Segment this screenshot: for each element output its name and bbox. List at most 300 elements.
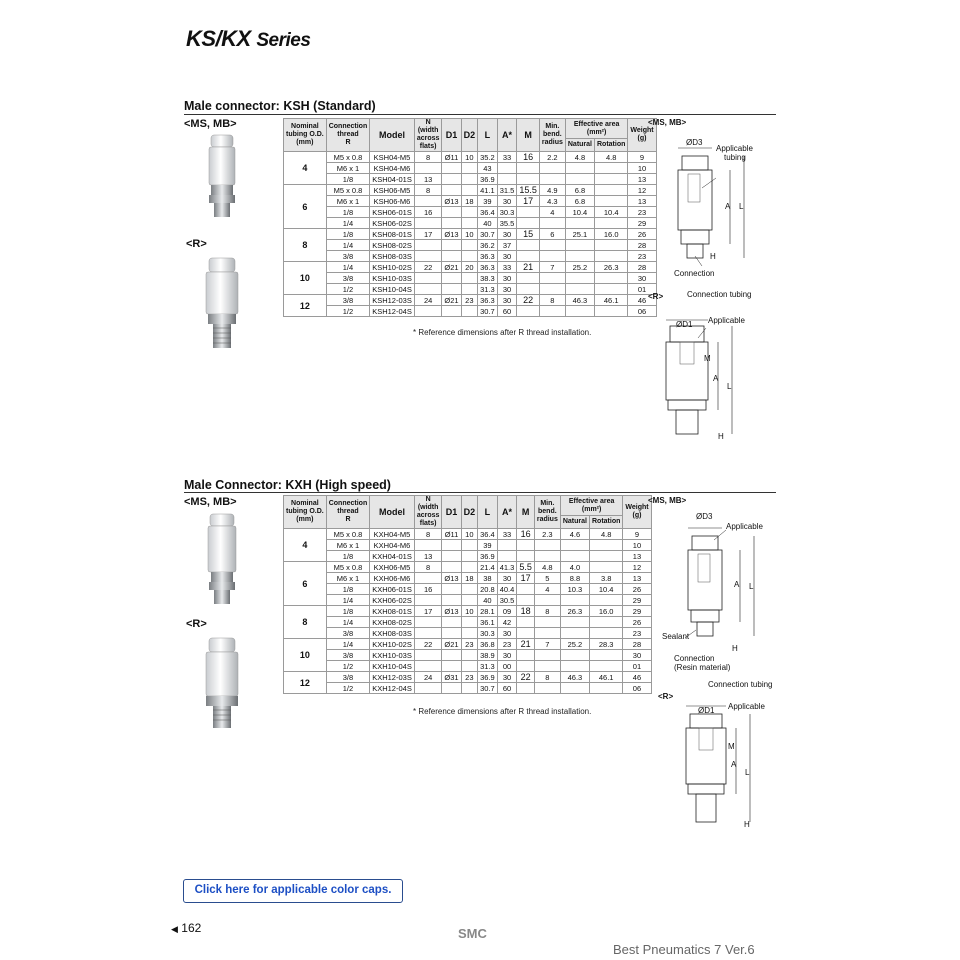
dim-a: A — [725, 202, 731, 211]
cell-radius — [534, 595, 560, 606]
cell-n — [414, 284, 442, 295]
table-row — [284, 306, 657, 317]
cell-eff-rotation — [589, 683, 622, 694]
cell-model: KSH06-02S — [370, 218, 415, 229]
cell-weight: 01 — [623, 661, 651, 672]
cell-size: 8 — [284, 606, 327, 639]
section-rule — [184, 492, 776, 493]
table-header-row — [284, 119, 657, 139]
cell-d1 — [442, 185, 461, 196]
col-header: N (width across flats) — [414, 496, 442, 529]
cell-l: 43 — [478, 163, 498, 174]
cell-thread: 3/8 — [326, 273, 370, 284]
cell-eff-natural: 8.8 — [560, 573, 589, 584]
dim-h: H — [718, 432, 724, 441]
cell-l: 41.1 — [478, 185, 498, 196]
dim-phi: ØD1 — [698, 706, 715, 715]
cell-a: 30.3 — [497, 207, 517, 218]
table-row — [284, 251, 657, 262]
cell-m: 22 — [517, 672, 535, 683]
cell-n: 16 — [414, 584, 442, 595]
cell-weight: 23 — [623, 628, 651, 639]
cell-d1: Ø13 — [442, 196, 461, 207]
cell-a: 30 — [497, 628, 517, 639]
cell-eff-rotation: 28.3 — [589, 639, 622, 650]
cell-d2 — [461, 306, 478, 317]
cell-d1 — [442, 650, 461, 661]
cell-l: 31.3 — [478, 661, 498, 672]
cell-m — [517, 617, 535, 628]
cell-model: KXH10-03S — [370, 650, 415, 661]
col-header: Weight (g) — [623, 496, 651, 529]
cell-n: 8 — [414, 562, 442, 573]
table-row — [284, 617, 652, 628]
cell-l: 38.9 — [478, 650, 498, 661]
cell-l: 39 — [478, 540, 498, 551]
cell-d2 — [461, 240, 478, 251]
cell-d1: Ø13 — [442, 606, 461, 617]
cell-m — [517, 174, 540, 185]
table-row — [284, 273, 657, 284]
cell-weight: 29 — [623, 606, 651, 617]
cell-d2 — [461, 174, 478, 185]
cell-weight: 23 — [628, 251, 656, 262]
cell-d1 — [442, 306, 461, 317]
dim-h: H — [732, 644, 738, 653]
cell-eff-natural — [565, 284, 594, 295]
cell-l: 40 — [478, 218, 498, 229]
cell-eff-rotation: 3.8 — [589, 573, 622, 584]
cell-m: 18 — [517, 606, 535, 617]
cell-d1: Ø21 — [442, 262, 461, 273]
series-name: KS/KX — [186, 26, 251, 51]
note-resin: (Resin material) — [674, 663, 731, 672]
cell-m — [517, 163, 540, 174]
cell-n — [414, 661, 442, 672]
color-caps-link[interactable]: Click here for applicable color caps. — [183, 879, 403, 903]
cell-l: 38.3 — [478, 273, 498, 284]
cell-eff-natural — [565, 306, 594, 317]
cell-d1 — [442, 207, 461, 218]
cell-d2 — [461, 551, 478, 562]
cell-size: 6 — [284, 562, 327, 606]
note-sealant: Sealant — [662, 632, 690, 641]
cell-m — [517, 218, 540, 229]
cell-weight: 26 — [628, 229, 656, 240]
cell-a: 09 — [497, 606, 517, 617]
cell-d1 — [442, 163, 461, 174]
cell-eff-rotation — [595, 306, 628, 317]
cell-eff-natural — [560, 628, 589, 639]
cell-m — [517, 251, 540, 262]
table-row — [284, 628, 652, 639]
cell-a: 60 — [497, 306, 517, 317]
cell-model: KSH08-03S — [370, 251, 415, 262]
cell-eff-natural — [565, 273, 594, 284]
page-number-text: 162 — [181, 921, 202, 935]
dim-phi: ØD1 — [676, 320, 693, 329]
table-row — [284, 672, 652, 683]
section-title-ksh: Male connector: KSH (Standard) — [184, 99, 376, 113]
section-rule — [184, 114, 776, 115]
cell-d1 — [442, 540, 461, 551]
cell-n: 24 — [414, 672, 442, 683]
cell-d1: Ø31 — [442, 672, 461, 683]
cell-m — [517, 584, 535, 595]
cell-d1 — [442, 251, 461, 262]
cell-eff-rotation — [595, 273, 628, 284]
cell-d2: 10 — [461, 606, 478, 617]
cell-model: KXH08-02S — [370, 617, 415, 628]
cell-thread: 1/2 — [326, 683, 370, 694]
cell-n: 8 — [414, 529, 442, 540]
drawing-ksh-ms — [640, 118, 780, 288]
cell-m — [517, 661, 535, 672]
table-row — [284, 551, 652, 562]
dim-l: L — [749, 582, 754, 591]
note-applicable: Applicable — [726, 522, 763, 531]
cell-model: KSH10-04S — [370, 284, 415, 295]
cell-radius — [539, 174, 565, 185]
cell-radius: 2.3 — [534, 529, 560, 540]
cell-eff-rotation — [595, 240, 628, 251]
cell-eff-natural — [565, 251, 594, 262]
cell-n — [414, 306, 442, 317]
table-row — [284, 284, 657, 295]
cell-d1 — [442, 174, 461, 185]
spec-table-ksh — [283, 118, 657, 317]
cell-a: 30.5 — [497, 595, 517, 606]
cell-radius: 4 — [539, 207, 565, 218]
cell-radius: 7 — [534, 639, 560, 650]
cell-thread: 3/8 — [326, 295, 370, 306]
cell-eff-natural: 10.4 — [565, 207, 594, 218]
cell-m — [517, 207, 540, 218]
cell-a: 30 — [497, 196, 517, 207]
cell-a: 23 — [497, 639, 517, 650]
cell-eff-rotation: 26.3 — [595, 262, 628, 273]
cell-a: 41.3 — [497, 562, 517, 573]
col-header: A* — [497, 119, 517, 152]
cell-weight: 29 — [623, 595, 651, 606]
table-row — [284, 606, 652, 617]
cell-l: 30.7 — [478, 306, 498, 317]
cell-eff-rotation — [589, 661, 622, 672]
cell-d2: 10 — [461, 152, 478, 163]
cell-m: 22 — [517, 295, 540, 306]
cell-m: 21 — [517, 262, 540, 273]
cell-thread: M5 x 0.8 — [326, 185, 370, 196]
cell-size: 12 — [284, 295, 327, 317]
cell-thread: M6 x 1 — [326, 573, 370, 584]
spec-table-kxh — [283, 495, 652, 694]
dim-l: L — [727, 382, 732, 391]
cell-l: 40 — [478, 595, 498, 606]
cell-n: 22 — [414, 262, 442, 273]
table-row — [284, 218, 657, 229]
cell-radius — [534, 540, 560, 551]
cell-radius — [539, 306, 565, 317]
col-header: D1 — [442, 119, 461, 152]
table-row — [284, 540, 652, 551]
cell-radius — [534, 683, 560, 694]
cell-l: 31.3 — [478, 284, 498, 295]
cell-eff-natural: 25.2 — [565, 262, 594, 273]
cell-eff-natural: 6.8 — [565, 196, 594, 207]
cell-n — [414, 218, 442, 229]
cell-thread: 1/4 — [326, 595, 370, 606]
cell-weight: 28 — [628, 240, 656, 251]
cell-n: 24 — [414, 295, 442, 306]
table-row — [284, 650, 652, 661]
cell-eff-rotation: 46.1 — [589, 672, 622, 683]
col-header: Connection thread R — [326, 496, 370, 529]
cell-thread: 1/8 — [326, 207, 370, 218]
cell-d2 — [461, 584, 478, 595]
dim-a: A — [734, 580, 740, 589]
col-header: A* — [497, 496, 517, 529]
cell-radius — [539, 284, 565, 295]
cell-thread: 1/4 — [326, 262, 370, 273]
cell-l: 39 — [478, 196, 498, 207]
cell-l: 21.4 — [478, 562, 498, 573]
cell-d2 — [461, 617, 478, 628]
cell-a: 30 — [497, 284, 517, 295]
note-applicable: Applicable — [708, 316, 745, 325]
col-header: Natural — [565, 139, 594, 152]
cell-a — [497, 174, 517, 185]
cell-m — [517, 540, 535, 551]
cell-a: 60 — [497, 683, 517, 694]
cell-weight: 12 — [623, 562, 651, 573]
col-header: D2 — [461, 119, 478, 152]
cell-thread: 1/4 — [326, 617, 370, 628]
cell-model: KXH06-02S — [370, 595, 415, 606]
cell-d1 — [442, 562, 461, 573]
cell-thread: 1/2 — [326, 284, 370, 295]
col-header: L — [478, 119, 498, 152]
note-connection: Connection — [674, 269, 715, 278]
cell-eff-natural — [560, 540, 589, 551]
cell-l: 36.3 — [478, 262, 498, 273]
cell-l: 36.2 — [478, 240, 498, 251]
col-header: L — [478, 496, 498, 529]
cell-eff-natural: 4.8 — [565, 152, 594, 163]
cell-eff-rotation: 16.0 — [595, 229, 628, 240]
cell-model: KXH06-M5 — [370, 562, 415, 573]
cell-radius: 4.8 — [534, 562, 560, 573]
cell-thread: 1/8 — [326, 606, 370, 617]
cell-m — [517, 650, 535, 661]
cell-d1 — [442, 661, 461, 672]
cell-n — [414, 540, 442, 551]
cell-n — [414, 240, 442, 251]
cell-weight: 10 — [628, 163, 656, 174]
cell-l: 36.1 — [478, 617, 498, 628]
cell-weight: 29 — [628, 218, 656, 229]
cell-eff-natural — [560, 683, 589, 694]
table-row — [284, 295, 657, 306]
cell-radius: 4 — [534, 584, 560, 595]
drawing-label: <R> — [648, 292, 664, 301]
cell-model: KSH10-02S — [370, 262, 415, 273]
product-photo-kxh-ms — [200, 512, 246, 608]
cell-eff-natural: 26.3 — [560, 606, 589, 617]
cell-d1 — [442, 551, 461, 562]
cell-weight: 13 — [623, 551, 651, 562]
col-header: Natural — [560, 516, 589, 529]
cell-d2: 20 — [461, 262, 478, 273]
cell-a: 30 — [497, 295, 517, 306]
cell-d1 — [442, 617, 461, 628]
cell-m — [517, 595, 535, 606]
cell-eff-rotation: 10.4 — [595, 207, 628, 218]
cell-thread: M5 x 0.8 — [326, 152, 370, 163]
cell-n — [414, 273, 442, 284]
cell-n — [414, 650, 442, 661]
cell-eff-natural — [565, 218, 594, 229]
cell-d2 — [461, 562, 478, 573]
cell-n: 8 — [414, 152, 442, 163]
cell-d2 — [461, 683, 478, 694]
cell-weight: 06 — [623, 683, 651, 694]
cell-l: 36.9 — [478, 174, 498, 185]
cell-eff-natural — [565, 163, 594, 174]
cell-weight: 01 — [628, 284, 656, 295]
cell-d1 — [442, 240, 461, 251]
cell-d2 — [461, 218, 478, 229]
cell-thread: 1/4 — [326, 639, 370, 650]
cell-l: 20.8 — [478, 584, 498, 595]
cell-eff-rotation: 46.1 — [595, 295, 628, 306]
col-header: Nominal tubing O.D. (mm) — [284, 119, 327, 152]
col-header: D1 — [442, 496, 461, 529]
cell-eff-natural: 46.3 — [560, 672, 589, 683]
cell-d1: Ø21 — [442, 295, 461, 306]
cell-d2: 18 — [461, 196, 478, 207]
table-row — [284, 152, 657, 163]
table-row — [284, 240, 657, 251]
cell-d2 — [461, 661, 478, 672]
cell-weight: 13 — [628, 196, 656, 207]
cell-weight: 30 — [628, 273, 656, 284]
cell-a: 30 — [497, 251, 517, 262]
cell-radius: 8 — [534, 672, 560, 683]
cell-n: 13 — [414, 174, 442, 185]
cell-d2 — [461, 595, 478, 606]
cell-model: KXH08-03S — [370, 628, 415, 639]
col-header: Effective area (mm²) — [565, 119, 628, 139]
cell-d1 — [442, 273, 461, 284]
cell-weight: 9 — [623, 529, 651, 540]
cell-d1 — [442, 584, 461, 595]
cell-weight: 26 — [623, 617, 651, 628]
cell-m — [517, 306, 540, 317]
cell-l: 36.8 — [478, 639, 498, 650]
drawing-kxh-ms — [640, 496, 780, 676]
cell-thread: 1/4 — [326, 240, 370, 251]
table-row — [284, 573, 652, 584]
cell-model: KSH06-M5 — [370, 185, 415, 196]
cell-eff-rotation — [589, 595, 622, 606]
col-header: N (width across flats) — [414, 119, 442, 152]
col-header: Model — [370, 496, 415, 529]
cell-eff-natural — [560, 617, 589, 628]
cell-thread: 1/8 — [326, 229, 370, 240]
cell-d1 — [442, 683, 461, 694]
cell-eff-rotation — [595, 218, 628, 229]
col-header: Connection thread R — [326, 119, 370, 152]
table-row — [284, 639, 652, 650]
dim-h: H — [710, 252, 716, 261]
cell-l: 36.4 — [478, 207, 498, 218]
cell-m — [517, 683, 535, 694]
cell-d1: Ø13 — [442, 229, 461, 240]
cell-eff-natural: 10.3 — [560, 584, 589, 595]
cell-eff-natural: 4.0 — [560, 562, 589, 573]
cell-radius: 8 — [534, 606, 560, 617]
cell-l: 36.3 — [478, 251, 498, 262]
cell-n — [414, 595, 442, 606]
cell-thread: 3/8 — [326, 628, 370, 639]
catalog-footer: Best Pneumatics 7 Ver.6 — [613, 942, 755, 957]
note-applicable: Applicable — [728, 702, 765, 711]
cell-a — [497, 540, 517, 551]
cell-model: KXH06-01S — [370, 584, 415, 595]
cell-a: 33 — [497, 262, 517, 273]
cell-m — [517, 628, 535, 639]
dim-l: L — [739, 202, 744, 211]
cell-thread: M6 x 1 — [326, 196, 370, 207]
cell-eff-natural: 25.1 — [565, 229, 594, 240]
cell-thread: M6 x 1 — [326, 540, 370, 551]
cell-a: 37 — [497, 240, 517, 251]
cell-d2 — [461, 207, 478, 218]
cell-l: 30.7 — [478, 683, 498, 694]
cell-d2: 18 — [461, 573, 478, 584]
col-header: Rotation — [595, 139, 628, 152]
cell-a: 30 — [497, 573, 517, 584]
cell-eff-rotation — [595, 185, 628, 196]
table-row — [284, 562, 652, 573]
cell-model: KXH06-M6 — [370, 573, 415, 584]
cell-weight: 13 — [623, 573, 651, 584]
cell-a: 33 — [497, 529, 517, 540]
cell-thread: 1/8 — [326, 584, 370, 595]
cell-m: 17 — [517, 573, 535, 584]
cell-m: 15 — [517, 229, 540, 240]
table-note: * Reference dimensions after R thread installation. — [413, 328, 592, 337]
cell-eff-rotation — [595, 196, 628, 207]
cell-weight: 46 — [628, 295, 656, 306]
label-r: <R> — [186, 618, 207, 630]
cell-model: KSH08-02S — [370, 240, 415, 251]
cell-thread: 3/8 — [326, 672, 370, 683]
cell-n: 22 — [414, 639, 442, 650]
cell-thread: 3/8 — [326, 650, 370, 661]
product-photo-ksh-ms — [200, 133, 246, 223]
cell-size: 6 — [284, 185, 327, 229]
cell-radius: 2.2 — [539, 152, 565, 163]
cell-weight: 46 — [623, 672, 651, 683]
table-row — [284, 174, 657, 185]
cell-size: 4 — [284, 152, 327, 185]
cell-n — [414, 683, 442, 694]
cell-model: KXH04-M6 — [370, 540, 415, 551]
cell-radius — [534, 650, 560, 661]
dim-a: A — [731, 760, 737, 769]
cell-n: 13 — [414, 551, 442, 562]
